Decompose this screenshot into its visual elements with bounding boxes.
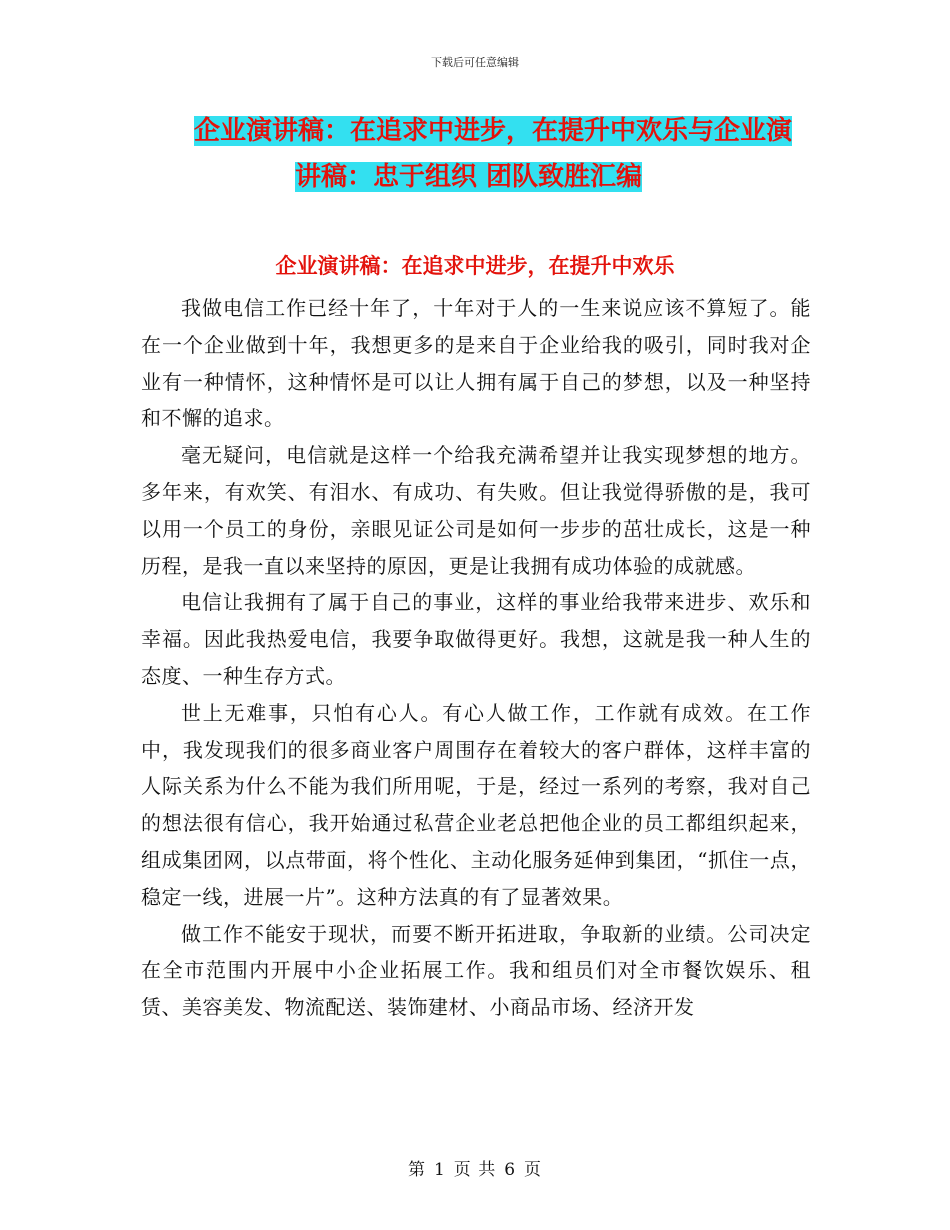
main-title-line-2 bbox=[140, 154, 820, 200]
paragraph-4: 世上无难事，只怕有心人。有心人做工作，工作就有成效。在工作中，我发现我们的很多商业客户周围存在着较大的客户群体，这样丰富的人际关系为什么不能为我们所用呢，于是，经过一系列的考察，我对自己的想法很有信心，我开始通过私营企业老总把他企业的员工都组织起来，组成集团网，以点带面，将个性化、主动化服务延伸到集团，“抓住一点，稳定一线，进展一片”。这种方法真的有了显著效果。 bbox=[141, 700, 811, 909]
footer-page-number: 1 bbox=[433, 1160, 446, 1180]
paragraph-3: 电信让我拥有了属于自己的事业，这样的事业给我带来进步、欢乐和幸福。因此我热爱电信，我要争取做得更好。我想，这就是我一种人生的态度、一种生存方式。 bbox=[141, 590, 811, 688]
footer-suffix: 页 bbox=[524, 1160, 543, 1180]
paragraph-2: 毫无疑问，电信就是这样一个给我充满希望并让我实现梦想的地方。多年来，有欢笑、有泪水、有成功、有失败。但让我觉得骄傲的是，我可以用一个员工的身份，亲眼见证公司是如何一步步的茁壮成长，这是一种历程，是我一直以来坚持的原因，更是让我拥有成功体验的成就感。 bbox=[141, 443, 811, 578]
paragraph-1: 我做电信工作已经十年了，十年对于人的一生来说应该不算短了。能在一个企业做到十年，我想更多的是来自于企业给我的吸引，同时我对企业有一种情怀，这种情怀是可以让人拥有属于自己的梦想，以及一种坚持和不懈的追求。 bbox=[141, 296, 811, 431]
main-title-line-2-text: 讲稿：忠于组织 团队致胜汇编 bbox=[295, 162, 643, 192]
footer-middle: 页 共 bbox=[453, 1160, 497, 1180]
body-text bbox=[141, 290, 811, 1026]
section-title: 企业演讲稿：在追求中进步，在提升中欢乐 bbox=[275, 254, 675, 278]
header-note: 下载后可任意编辑 bbox=[431, 56, 519, 69]
footer-prefix: 第 bbox=[407, 1160, 426, 1180]
main-title-line-1 bbox=[140, 108, 820, 154]
paragraph-5: 做工作不能安于现状，而要不断开拓进取，争取新的业绩。公司决定在全市范围内开展中小企业拓展工作。我和组员们对全市餐饮娱乐、租赁、美容美发、物流配送、装饰建材、小商品市场、经济开发 bbox=[141, 921, 811, 1020]
page-footer bbox=[0, 1155, 950, 1180]
main-title-line-1-text: 企业演讲稿：在追求中进步，在提升中欢乐与企业演 bbox=[194, 116, 793, 146]
footer-total-pages: 6 bbox=[504, 1160, 517, 1180]
main-title bbox=[140, 108, 820, 200]
